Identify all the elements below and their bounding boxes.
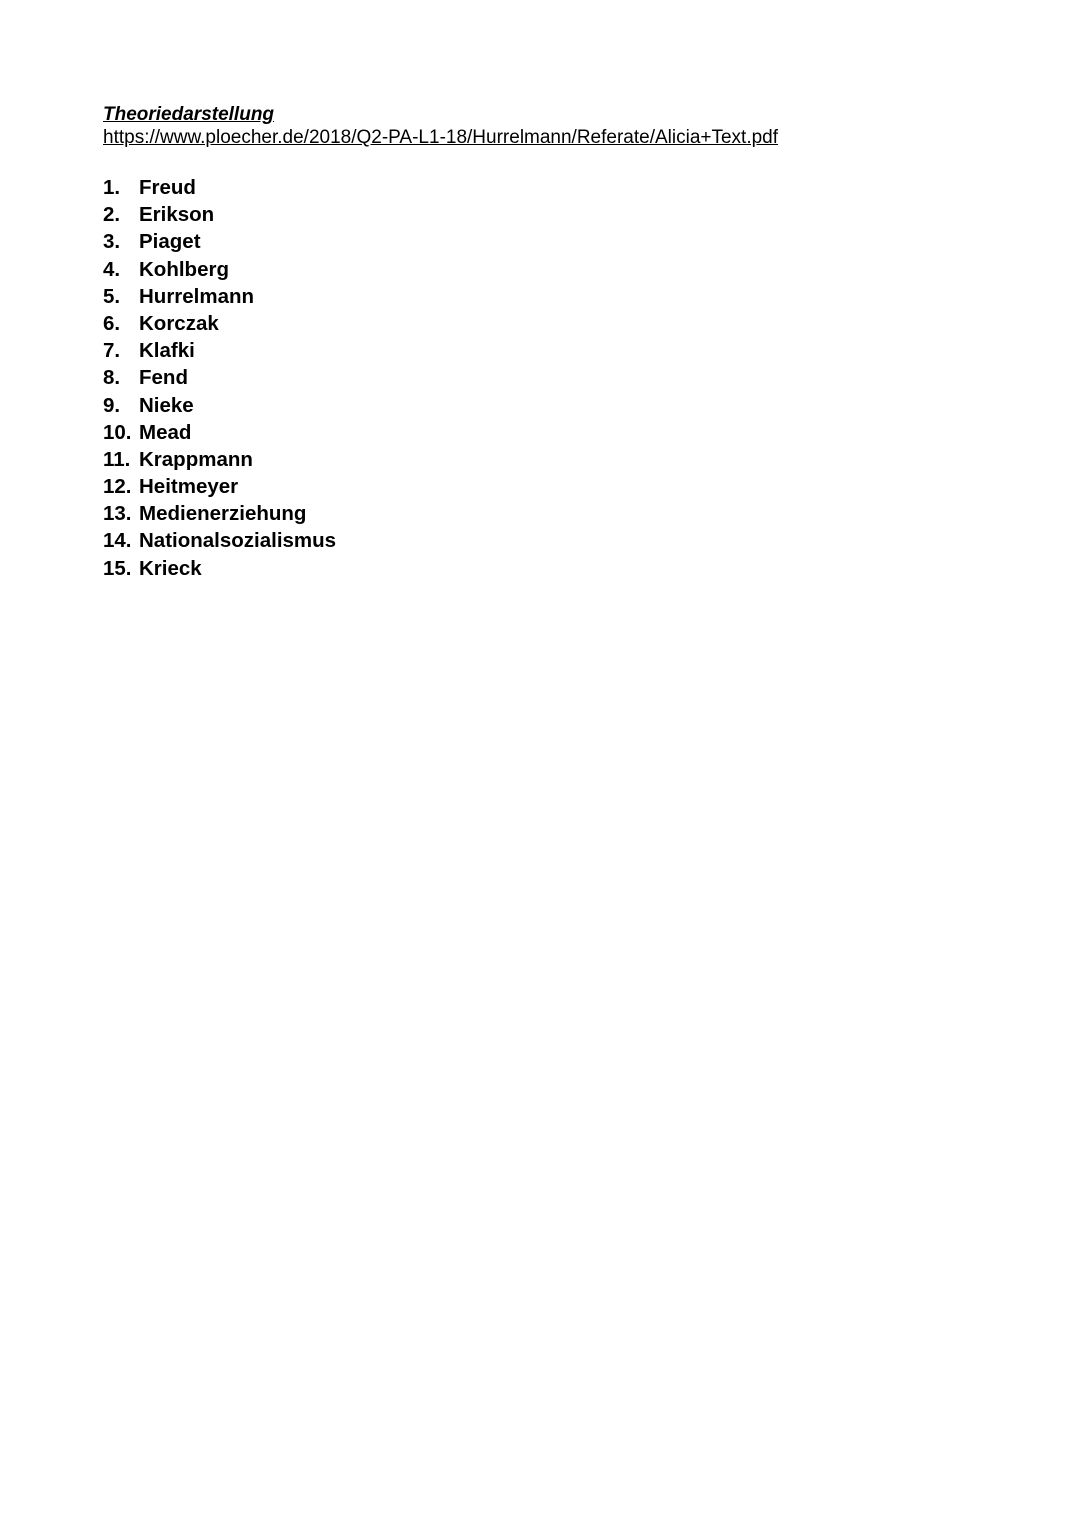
document-heading: Theoriedarstellung: [103, 104, 275, 125]
list-item-text: Freud: [139, 176, 196, 199]
list-item-text: Piaget: [139, 230, 201, 254]
list-item-text: Korczak: [139, 311, 219, 335]
list-item: [103, 419, 1003, 446]
list-item: [103, 201, 1003, 228]
list-item-number: 9.: [103, 393, 121, 417]
list-item-number: 12.: [103, 475, 132, 499]
list-item-number: 13.: [103, 502, 132, 526]
list-item-number: 14.: [103, 529, 132, 553]
list-item-number: 4.: [103, 257, 121, 281]
list-item-number: 1.: [103, 176, 121, 199]
list-item-text: Erikson: [139, 203, 215, 227]
list-item-text: Medienerziehung: [139, 502, 307, 526]
list-item: [103, 500, 1003, 527]
list-item: [103, 337, 1003, 364]
list-item: [103, 283, 1003, 310]
list-item-text: Heitmeyer: [139, 475, 239, 499]
list-item-text: Krieck: [139, 556, 202, 580]
theory-list: [103, 174, 1003, 582]
list-item: [103, 310, 1003, 337]
list-item: [103, 527, 1003, 554]
list-item-text: Kohlberg: [139, 257, 229, 281]
list-item-text: Fend: [139, 366, 188, 390]
list-item-number: 10.: [103, 420, 132, 444]
list-item-text: Nieke: [139, 393, 194, 417]
source-link[interactable]: https://www.ploecher.de/2018/Q2-PA-L1-18/Hurrelmann/Referate/Alicia+Text.pdf: [103, 127, 779, 148]
list-item-number: 5.: [103, 284, 121, 308]
list-item: [103, 228, 1003, 255]
list-item-number: 15.: [103, 556, 132, 580]
list-item-text: Krappmann: [139, 447, 253, 471]
list-item-number: 3.: [103, 230, 121, 254]
list-item-number: 2.: [103, 203, 121, 227]
list-item: [103, 555, 1003, 582]
list-item: [103, 174, 1003, 201]
list-item: [103, 446, 1003, 473]
list-item: [103, 473, 1003, 500]
list-item-text: Nationalsozialismus: [139, 529, 337, 553]
list-item-text: Hurrelmann: [139, 284, 255, 308]
list-item-number: 8.: [103, 366, 121, 390]
list-item: [103, 364, 1003, 391]
list-item: [103, 392, 1003, 419]
document-content: [103, 103, 1003, 582]
list-item-text: Klafki: [139, 339, 195, 363]
list-item-number: 11.: [103, 447, 131, 471]
list-item: [103, 256, 1003, 283]
list-item-number: 6.: [103, 311, 121, 335]
list-item-text: Mead: [139, 420, 192, 444]
list-item-number: 7.: [103, 339, 121, 363]
